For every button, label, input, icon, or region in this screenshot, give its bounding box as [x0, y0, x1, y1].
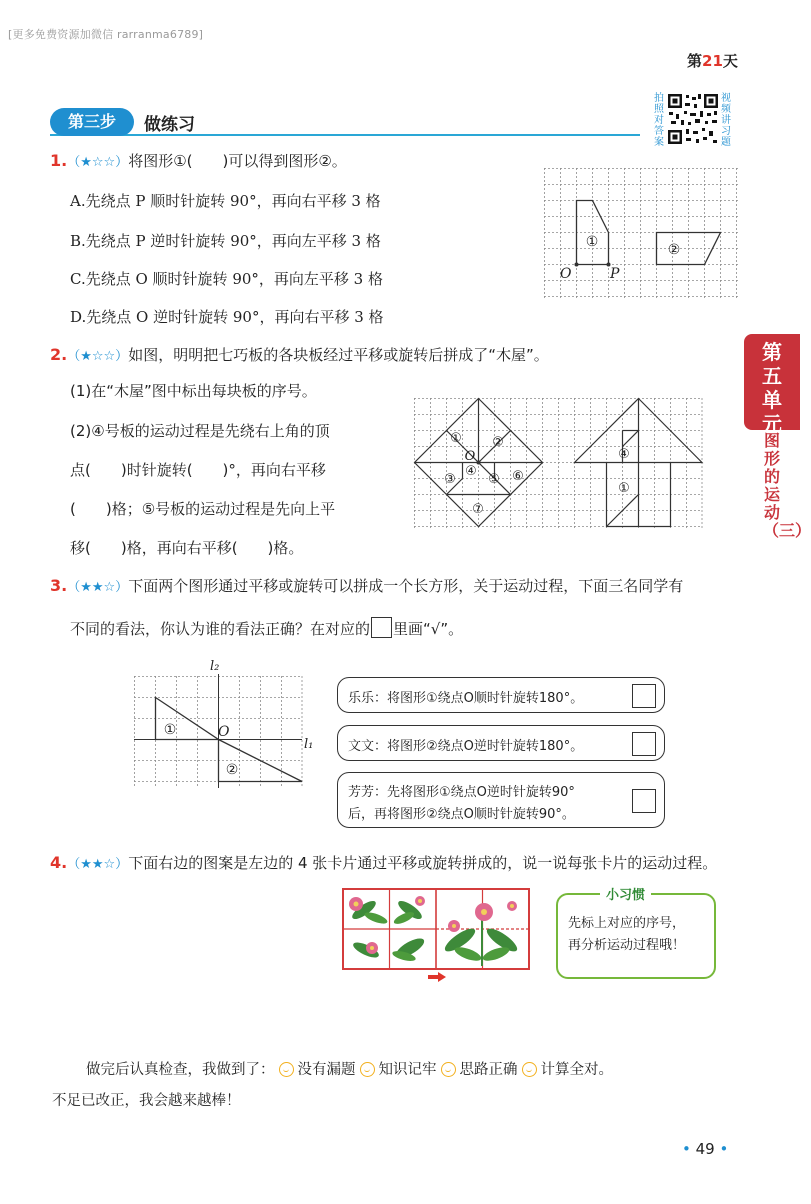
page-number: • 49 • — [682, 1140, 729, 1158]
qr-caption-left: 拍照对答案 — [654, 93, 664, 148]
unit-label: 第五单元 — [744, 334, 800, 430]
q4-stem: 4.（★★☆）下面右边的图案是左边的 4 张卡片通过平移或旋转拼成的，说一说每张卡片的运动过程。 — [50, 853, 718, 872]
q3-label-2: ② — [225, 762, 239, 778]
q2-left-label-6: ⑥ — [512, 469, 524, 484]
q1-label-1: ① — [585, 234, 599, 250]
q2-left-label-3: ③ — [444, 472, 456, 487]
q1-figure — [544, 168, 740, 300]
q1-option-a[interactable]: A.先绕点 P 顺时针旋转 90°，再向右平移 3 格 — [70, 192, 381, 210]
q4-figure — [342, 888, 532, 984]
q3-figure — [134, 654, 324, 788]
answer-card-wenwen: 文文：将图形②绕点O逆时针旋转180°。 — [337, 725, 665, 761]
smile-icon[interactable] — [360, 1062, 375, 1077]
q1-option-d[interactable]: D.先绕点 O 逆时针旋转 90°，再向右平移 3 格 — [70, 308, 384, 326]
day-label: 第21天 — [687, 52, 738, 70]
q2-right-label-4: ④ — [618, 447, 630, 462]
q2-line-3[interactable]: 点( )时针旋转( )°，再向右平移 — [70, 461, 326, 479]
q3-label-1: ① — [163, 722, 177, 738]
q2-left-label-2: ② — [492, 435, 504, 450]
answer-card-lele: 乐乐：将图形①绕点O顺时针旋转180°。 — [337, 677, 665, 713]
check-box-fangfang[interactable] — [632, 789, 656, 813]
q2-left-label-5: ⑤ — [488, 472, 500, 487]
arrow-right-icon — [428, 972, 446, 982]
q1-point-o: O — [560, 266, 572, 282]
q2-line-4[interactable]: ( )格；⑤号板的运动过程是先向上平 — [70, 500, 336, 518]
check-box-lele[interactable] — [632, 684, 656, 708]
q2-figure — [414, 398, 702, 528]
qr-caption-right: 视频讲习题 — [721, 93, 731, 148]
q3-number: 3. — [50, 576, 68, 595]
habit-text: 先标上对应的序号， 再分析运动过程哦！ — [568, 916, 686, 953]
check-box-wenwen[interactable] — [632, 732, 656, 756]
q1-label-2: ② — [667, 242, 681, 258]
q1-point-p: P — [610, 266, 620, 282]
q3-stem-line-2: 不同的看法，你认为谁的看法正确？在对应的 里画“√”。 — [70, 617, 463, 639]
q3-label-l1: l₁ — [304, 737, 314, 752]
q2-left-label-1: ① — [450, 431, 462, 446]
q3-stars: （★★☆） — [67, 580, 129, 595]
q2-left-point-o: O — [464, 449, 476, 464]
step-badge: 第三步 — [50, 108, 134, 136]
q2-stem: 2.（★☆☆）如图，明明把七巧板的各块板经过平移或旋转后拼成了“木屋”。 — [50, 345, 549, 364]
q2-tangram-house — [575, 399, 703, 527]
unit-topic: 图形的运动（三） — [763, 431, 811, 540]
smile-icon[interactable] — [441, 1062, 456, 1077]
smile-icon[interactable] — [279, 1062, 294, 1077]
q3-point-o: O — [218, 724, 230, 740]
answer-card-fangfang: 芳芳：先将图形①绕点O逆时针旋转90° 后，再将图形②绕点O顺时针旋转90°。 — [337, 772, 665, 828]
watermark: [更多免费资源加微信 rarranma6789] — [8, 28, 204, 41]
q4-stars: （★★☆） — [67, 857, 129, 872]
q1-number: 1. — [50, 151, 68, 170]
section-title: 做练习 — [144, 115, 195, 135]
unit-tab — [744, 334, 811, 596]
q3-stem: 3.（★★☆）下面两个图形通过平移或旋转可以拼成一个长方形，关于运动过程，下面三名同学有 — [50, 576, 684, 595]
q3-label-l2: l₂ — [210, 659, 220, 674]
smile-icon[interactable] — [522, 1062, 537, 1077]
q2-line-2: (2)④号板的运动过程是先绕右上角的顶 — [70, 422, 330, 440]
q4-number: 4. — [50, 853, 68, 872]
q1-stem: 1.（★☆☆）将图形①( )可以得到图形②。 — [50, 151, 347, 170]
qr-code-icon[interactable] — [666, 92, 720, 146]
habit-tip-box — [556, 888, 716, 979]
q1-option-c[interactable]: C.先绕点 O 顺时针旋转 90°，再向左平移 3 格 — [70, 270, 383, 288]
self-check-row: 做完后认真检查，我做到了： 没有漏题 知识记牢 思路正确 计算全对。 — [86, 1062, 613, 1078]
q2-stars: （★☆☆） — [67, 349, 129, 364]
q2-line-1: (1)在“木屋”图中标出每块板的序号。 — [70, 382, 317, 400]
q1-option-b[interactable]: B.先绕点 P 逆时针旋转 90°，再向左平移 3 格 — [70, 232, 381, 250]
sample-checkbox — [371, 617, 392, 638]
section-header — [50, 108, 640, 140]
q2-number: 2. — [50, 345, 68, 364]
q2-right-label-1: ① — [618, 481, 630, 496]
habit-title: 小习惯 — [600, 884, 651, 903]
q2-left-label-7: ⑦ — [472, 502, 484, 517]
q1-stars: （★☆☆） — [67, 155, 129, 170]
q2-left-label-4: ④ — [465, 464, 477, 479]
q2-line-5[interactable]: 移( )格，再向右平移( )格。 — [70, 539, 304, 557]
self-check-line-2: 不足已改正，我会越来越棒！ — [52, 1093, 241, 1109]
